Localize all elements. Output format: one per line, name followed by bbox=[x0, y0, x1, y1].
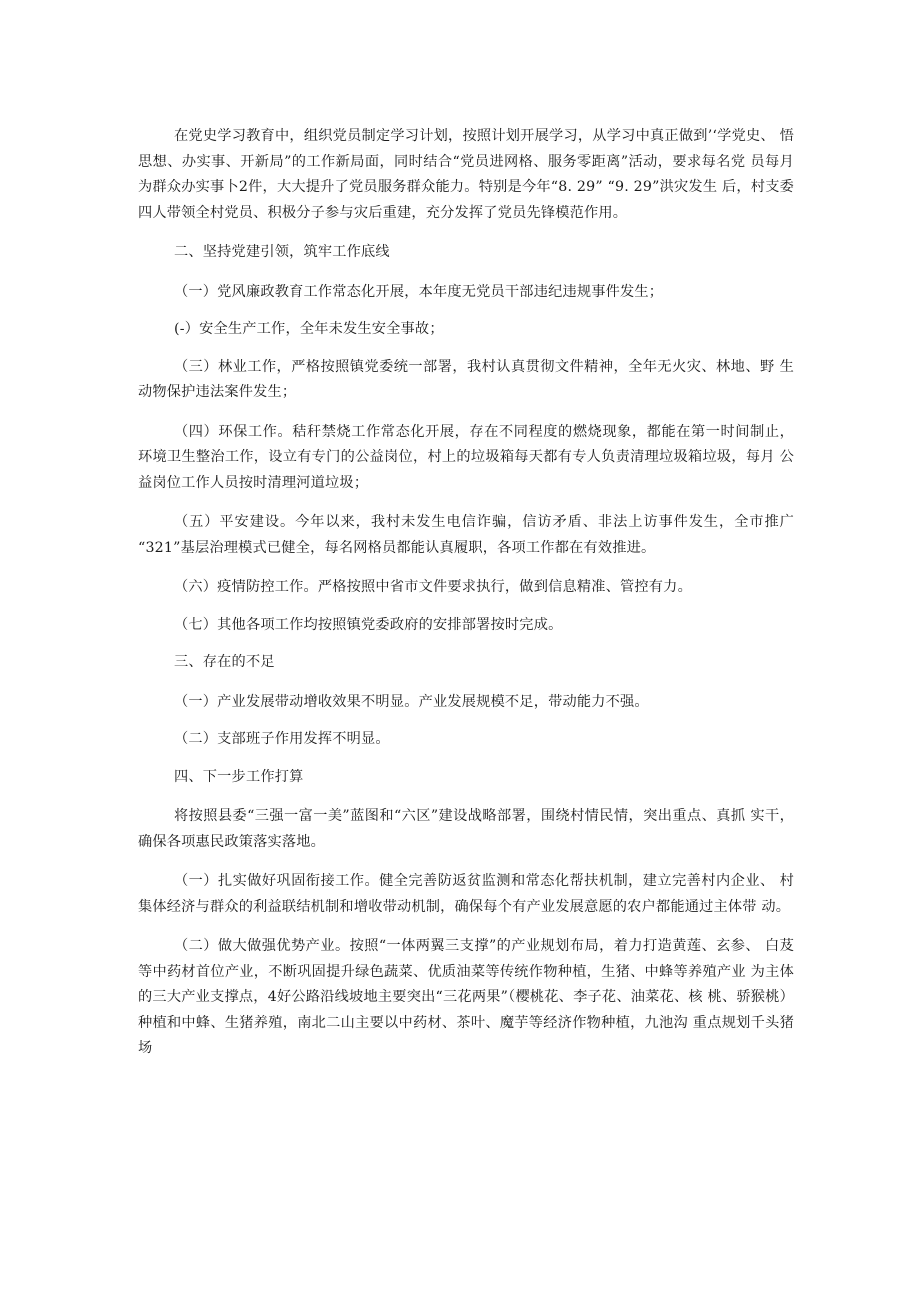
item-branch-shortfall: （二）支部班子作用发挥不明显。 bbox=[174, 731, 390, 747]
paragraph-party-history-study: 在党史学习教育中，组织党员制定学习计划，按照计划开展学习，从学习中真正做到’‘学党史、 悟思想、办实事、开新局”的工作新局面，同时结合“党员进网格、服务零距离”活动，要求每名党 员每月为群众办实事卜2件，大大提升了党员服务群众能力。特别是今年“8. 29” “9. 29”洪灾发生 后，村支委四人带领全村党员、积极分子参与灾后重建，充分发挥了党员先锋模范作用。 bbox=[138, 128, 794, 221]
item-safety-construction: （五）平安建设。今年以来，我村未发生电信诈骗，信访矛盾、非法上访事件发生，全市推广 “321”基层治理模式已健全，每名网格员都能认真履职，各项工作都在有效推进。 bbox=[138, 514, 794, 556]
item-integrity-education: （一）党风廉政教育工作常态化开展，本年度无党员干部违纪违规事件发生； bbox=[174, 283, 664, 300]
item-epidemic-control: （六）疫情防控工作。严格按照中省市文件要求执行，做到信息精准、管控有力。 bbox=[174, 579, 692, 595]
section-heading-3: 三、存在的不足 bbox=[174, 654, 275, 670]
section-heading-4: 四、下一步工作打算 bbox=[174, 768, 304, 785]
item-safety-production: (-）安全生产工作，全年未发生安全事故； bbox=[174, 321, 444, 337]
item-other-work: （七）其他各项工作均按照镇党委政府的安排部署按时完成。 bbox=[174, 616, 563, 633]
item-advantage-industry: （二）做大做强优势产业。按照“一体两翼三支撑”的产业规划布局，着力打造黄莲、玄参、 白芨等中药材首位产业，不断巩固提升绿色蔬菜、优质油菜等传统作物种植，生猪、中蜂等养殖产业 为主体的三大产业支撑点，4好公路沿线坡地主要突出“三花两果”（樱桃花、李子花、油菜花、核 桃、骄猴桃）种植和中蜂、生猪养殖，南北二山主要以中药材、茶叶、魔芋等经济作物种植，九池沟 重点规划千头猪场 bbox=[138, 938, 794, 1056]
item-forestry: （三）林业工作，严格按照镇党委统一部署，我村认真贯彻文件精神，全年无火灾、林地、野 生动物保护违法案件发生； bbox=[138, 358, 794, 400]
section-heading-2: 二、坚持党建引领，筑牢工作底线 bbox=[174, 244, 390, 260]
paragraph-next-plan-intro: 将按照县委“三强一富一美”蓝图和“六区”建设战略部署，围绕村情民情，突出重点、真抓 实干，确保各项惠民政策落实落地。 bbox=[138, 808, 794, 850]
item-industry-shortfall: （一）产业发展带动增收效果不明显。产业发展规模不足，带动能力不强。 bbox=[174, 693, 649, 710]
document-page bbox=[138, 124, 794, 1076]
item-environmental-protection: （四）环保工作。秸秆禁烧工作常态化开展，存在不同程度的燃烧现象，都能在第一时间制止， 环境卫生整治工作，设立有专门的公益岗位，村上的垃圾箱每天都有专人负责清理垃圾箱垃圾，每月 公益岗位工作人员按时清理河道垃圾； bbox=[138, 423, 794, 491]
item-consolidation-work: （一）扎实做好巩固衔接工作。健全完善防返贫监测和常态化帮扶机制，建立完善村内企业、 村集体经济与群众的利益联结机制和增收带动机制，确保每个有产业发展意愿的农户都能通过主体带 动。 bbox=[138, 873, 794, 915]
